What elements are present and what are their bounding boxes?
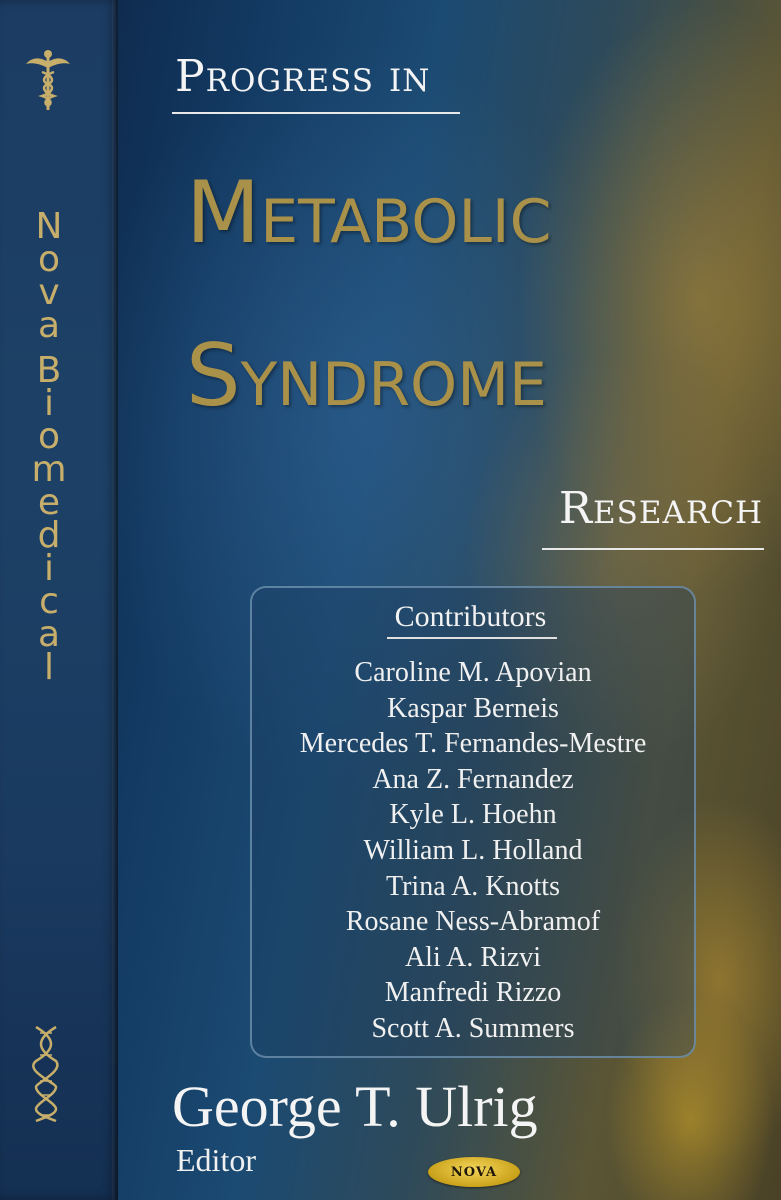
series-letter: a <box>37 305 61 346</box>
series-letter: v <box>38 272 60 313</box>
title-line-syndrome: Syndrome <box>186 326 547 426</box>
series-letter: i <box>43 383 54 424</box>
title-rule-bottom <box>542 548 764 550</box>
contributor-name: Ana Z. Fernandez <box>372 763 574 795</box>
title-line-metabolic: Metabolic <box>186 163 552 263</box>
contributor-name: Mercedes T. Fernandes-Mestre <box>299 728 647 760</box>
editor-name: George T. Ulrig <box>172 1074 538 1139</box>
caduceus-icon <box>25 48 71 112</box>
contributor-name: Ali A. Rizvi <box>404 941 542 973</box>
series-letter: c <box>39 581 59 622</box>
series-letter: e <box>37 482 61 523</box>
title-line-progress: Progress in <box>175 51 431 102</box>
contributors-heading-rule <box>387 637 557 639</box>
series-letter: m <box>31 449 67 490</box>
series-letter: B <box>36 350 62 391</box>
series-letter: o <box>37 416 61 457</box>
series-letter: a <box>37 614 61 655</box>
editor-role: Editor <box>176 1142 256 1178</box>
contributor-name: William L. Holland <box>363 834 583 866</box>
title-line-research: Research <box>558 483 763 534</box>
publisher-label: NOVA <box>450 1164 498 1180</box>
series-letter: l <box>43 647 54 688</box>
contributor-name: Kaspar Berneis <box>387 692 559 724</box>
contributor-name: Kyle L. Hoehn <box>389 799 557 831</box>
series-letter: N <box>35 206 63 247</box>
contributor-name: Trina A. Knotts <box>385 870 560 902</box>
title-rule-top <box>172 112 460 114</box>
contributor-name: Manfredi Rizzo <box>384 977 562 1009</box>
contributor-name: Rosane Ness-Abramof <box>345 906 601 938</box>
series-letter: i <box>43 548 54 589</box>
series-letter: d <box>37 515 61 556</box>
publisher-logo <box>428 1157 520 1187</box>
contributors-list <box>250 655 696 1047</box>
dna-helix-icon <box>32 1025 60 1123</box>
contributor-name: Scott A. Summers <box>371 1012 575 1044</box>
series-letter: o <box>37 239 61 280</box>
contributor-name: Caroline M. Apovian <box>354 657 592 688</box>
contributors-heading: Contributors <box>394 600 547 633</box>
